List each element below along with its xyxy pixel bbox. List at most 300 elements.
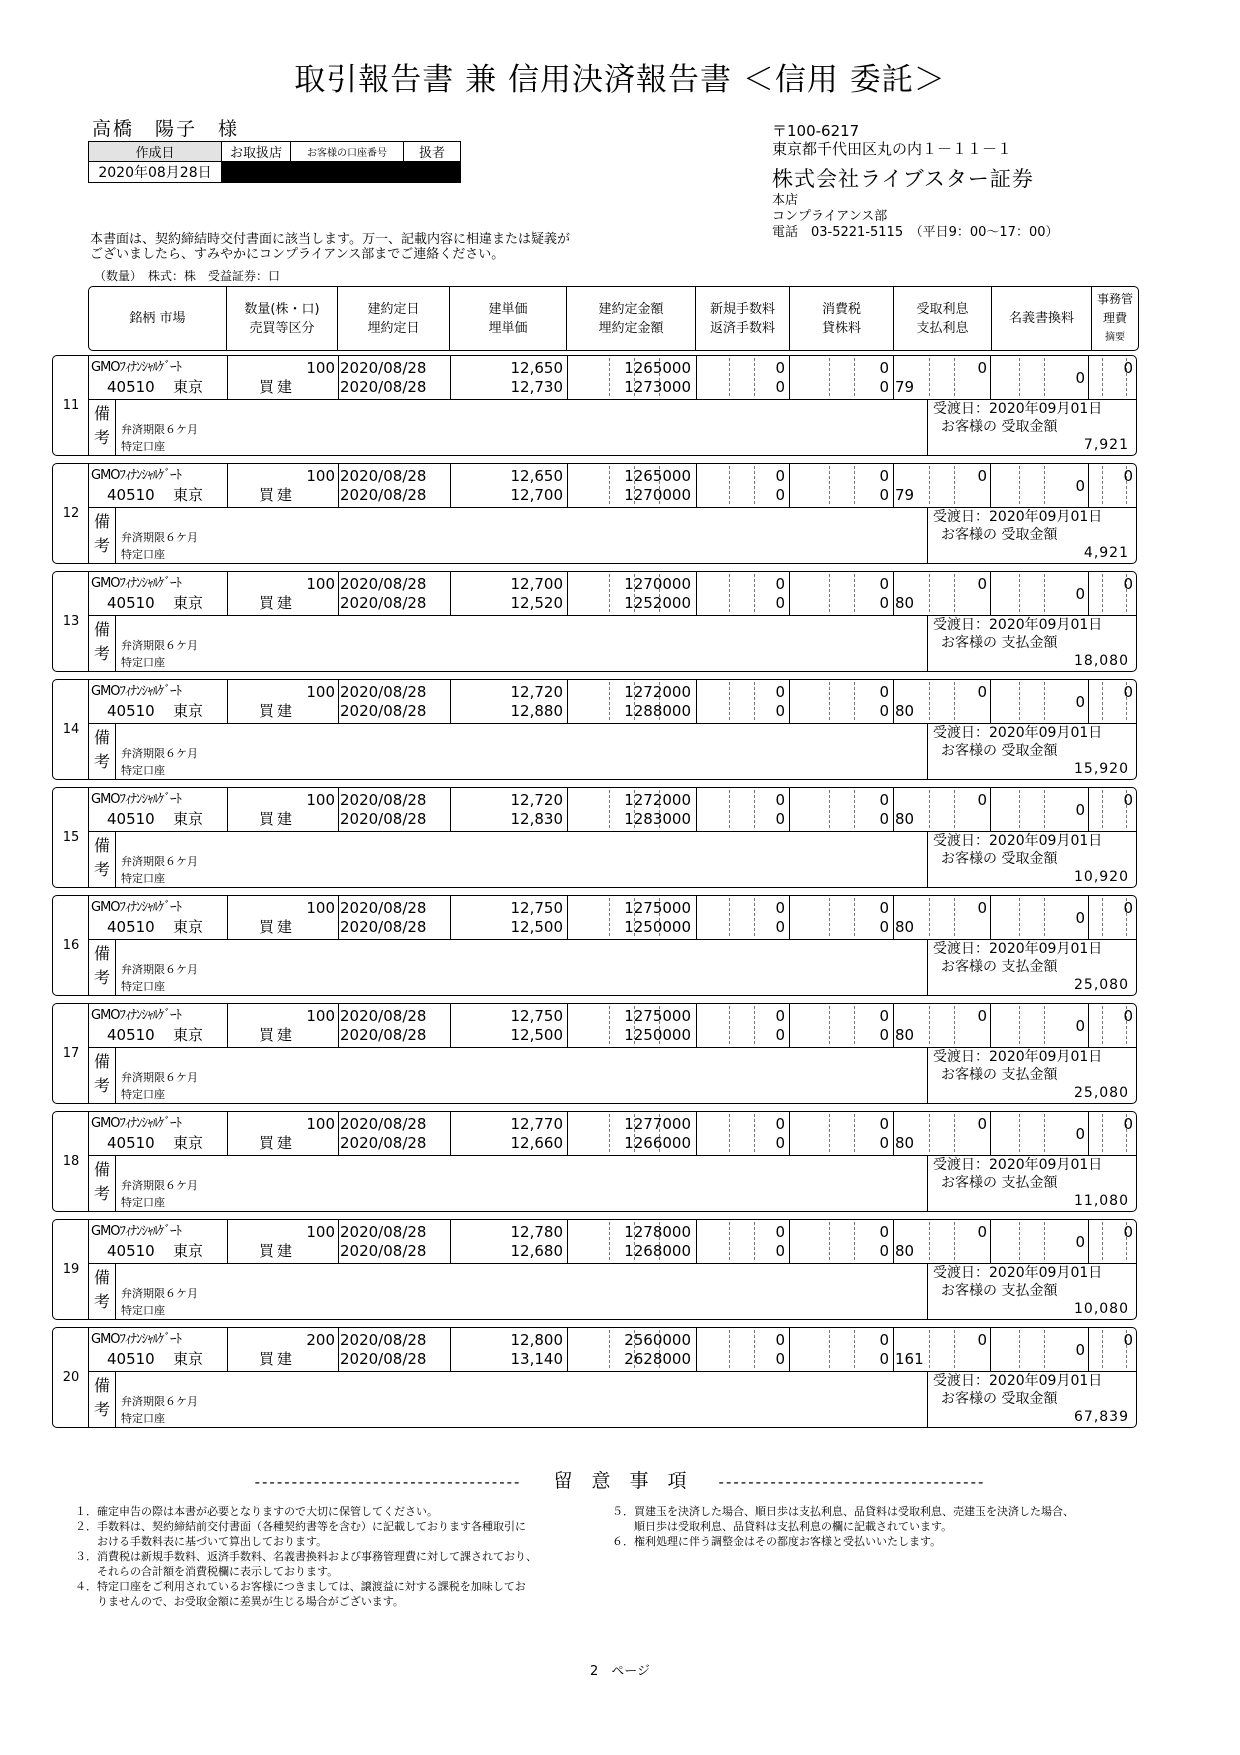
interest-paid: 79 [895,486,915,504]
column-divider [893,1220,894,1263]
open-date: 2020/08/28 [340,467,427,485]
footer-title: 留 意 事 項 [553,1470,687,1492]
close-amount: 1288000 [624,702,691,720]
close-date: 2020/08/28 [340,702,427,720]
remark-repayment-term: 弁済期限６ケ月 [121,1395,198,1408]
close-date: 2020/08/28 [340,1134,427,1152]
remark-account-type: 特定口座 [121,1412,165,1425]
consumption-tax: 0 [879,359,889,377]
column-divider [696,356,697,399]
column-divider [990,1220,991,1263]
open-amount: 1265000 [624,467,691,485]
column-divider [1088,896,1089,939]
col-header-amount: 建約定金額 埋約定金額 [567,287,696,350]
section-divider [89,1371,1136,1372]
column-divider [227,1112,228,1155]
column-divider [227,1004,228,1047]
settlement-date: 受渡日：2020年09月01日 [933,617,1103,633]
security-code: 40510 [107,378,155,396]
remark-account-type: 特定口座 [121,1304,165,1317]
settlement-date: 受渡日：2020年09月01日 [933,1373,1103,1389]
new-fee: 0 [775,1007,785,1025]
close-fee: 0 [775,918,785,936]
close-fee: 0 [775,810,785,828]
remarks-divider [115,939,116,995]
company-contact [772,193,1059,241]
new-fee: 0 [775,575,785,593]
consumption-tax: 0 [879,575,889,593]
settlement-label: お客様の 受取金額 [941,419,1058,435]
close-price: 12,520 [510,594,563,612]
interest-paid: 161 [895,1350,924,1368]
quantity: 100 [306,1223,335,1241]
interest-received: 0 [977,683,987,701]
column-divider [338,1112,339,1155]
close-amount: 1270000 [624,486,691,504]
column-divider [990,1112,991,1155]
branch-name: 本店 [772,193,799,208]
trade-type: 買建 [259,918,296,936]
close-price: 12,500 [510,918,563,936]
name-transfer-fee: 0 [1075,585,1085,603]
new-fee: 0 [775,1115,785,1133]
market: 東京 [173,1026,204,1044]
open-amount: 1275000 [624,1007,691,1025]
record-number: 15 [52,787,89,888]
column-divider [789,1220,790,1263]
column-divider [990,1328,991,1371]
settlement-label: お客様の 支払金額 [941,635,1058,651]
column-divider [696,1112,697,1155]
interest-received: 0 [977,1007,987,1025]
close-fee: 0 [775,378,785,396]
record-14 [52,679,1137,780]
settlement-amount: 25,080 [1074,977,1129,993]
remarks-label: 備 考 [93,1376,110,1419]
section-divider [89,723,1136,724]
page-title: 取引報告書 兼 信用決済報告書 ＜信用 委託＞ [294,62,946,98]
section-divider [89,507,1136,508]
admin-fee: 0 [1123,575,1133,593]
close-date: 2020/08/28 [340,486,427,504]
record-number: 19 [52,1219,89,1320]
col-header-qty: 数量(株・口) 売買等区分 [227,287,338,350]
interest-received: 0 [977,1331,987,1349]
column-divider [893,896,894,939]
column-divider [893,1112,894,1155]
security-name: GMOﾌｨﾅﾝｼｬﾙｹﾞｰﾄ [91,684,182,699]
security-name: GMOﾌｨﾅﾝｼｬﾙｹﾞｰﾄ [91,576,182,591]
settlement-amount: 4,921 [1083,545,1129,561]
settle-divider [927,1263,928,1319]
open-price: 12,750 [510,899,563,917]
consumption-tax: 0 [879,899,889,917]
security-code: 40510 [107,1242,155,1260]
column-divider [227,788,228,831]
quantity: 100 [306,467,335,485]
consumption-tax: 0 [879,1115,889,1133]
open-price: 12,700 [510,575,563,593]
settlement-label: お客様の 受取金額 [941,743,1058,759]
new-fee: 0 [775,1331,785,1349]
record-body [88,1003,1137,1104]
consumption-tax: 0 [879,1331,889,1349]
market: 東京 [173,1134,204,1152]
remarks-label: 備 考 [93,404,110,447]
close-price: 12,680 [510,1242,563,1260]
interest-paid: 80 [895,810,915,828]
settlement-label: お客様の 受取金額 [941,527,1058,543]
settle-divider [927,1155,928,1211]
open-date: 2020/08/28 [340,791,427,809]
security-name: GMOﾌｨﾅﾝｼｬﾙｹﾞｰﾄ [91,900,182,915]
open-date: 2020/08/28 [340,1223,427,1241]
market: 東京 [173,594,204,612]
footer-note: ６．権利処理に伴う調整金はその都度お客様と受払いいたします。 [612,1535,942,1548]
column-divider [696,1004,697,1047]
column-divider [789,572,790,615]
remarks-divider [115,1263,116,1319]
interest-received: 0 [977,359,987,377]
quantity: 100 [306,683,335,701]
settlement-amount: 10,920 [1074,869,1129,885]
admin-fee: 0 [1123,1223,1133,1241]
column-divider [227,680,228,723]
phone-number: 電話 03-5221-5115 （平日9：00～17：00） [772,225,1059,240]
open-amount: 1275000 [624,899,691,917]
column-divider [567,1112,568,1155]
settlement-amount: 67,839 [1074,1409,1129,1425]
security-code: 40510 [107,918,155,936]
settle-divider [927,507,928,563]
consumption-tax: 0 [879,683,889,701]
open-price: 12,800 [510,1331,563,1349]
column-divider [338,1004,339,1047]
column-divider [338,788,339,831]
settlement-label: お客様の 受取金額 [941,1391,1058,1407]
open-date: 2020/08/28 [340,899,427,917]
column-divider [696,680,697,723]
column-divider [990,896,991,939]
col-header-name: 銘柄 市場 [89,287,227,350]
close-price: 12,730 [510,378,563,396]
close-date: 2020/08/28 [340,918,427,936]
footer-note: １．確定申告の際は本書が必要となりますので大切に保管してください。 [75,1505,438,1518]
market: 東京 [173,702,204,720]
settlement-label: お客様の 支払金額 [941,1067,1058,1083]
settlement-date: 受渡日：2020年09月01日 [933,941,1103,957]
created-date-value: 2020年08月28日 [89,162,222,183]
column-divider [338,356,339,399]
remarks-label: 備 考 [93,944,110,987]
security-name: GMOﾌｨﾅﾝｼｬﾙｹﾞｰﾄ [91,468,182,483]
column-divider [338,896,339,939]
column-divider [893,464,894,507]
security-name: GMOﾌｨﾅﾝｼｬﾙｹﾞｰﾄ [91,792,182,807]
consumption-tax: 0 [879,467,889,485]
remark-repayment-term: 弁済期限６ケ月 [121,1287,198,1300]
column-divider [893,356,894,399]
column-divider [696,788,697,831]
remark-account-type: 特定口座 [121,1196,165,1209]
consumption-tax: 0 [879,1007,889,1025]
record-16 [52,895,1137,996]
column-divider [450,896,451,939]
column-divider [990,788,991,831]
close-date: 2020/08/28 [340,594,427,612]
col-header-admin: 事務管理費 摘要 [1096,292,1133,343]
column-divider [567,896,568,939]
column-divider [789,1112,790,1155]
column-divider [990,356,991,399]
market: 東京 [173,486,204,504]
column-divider [227,572,228,615]
record-body [88,463,1137,564]
name-transfer-fee: 0 [1075,477,1085,495]
column-divider [696,572,697,615]
company-name: 株式会社ライブスター証券 [772,167,1034,191]
notice-text [90,232,570,262]
notice-line: ございましたら、すみやかにコンプライアンス部までご連絡ください。 [90,247,505,262]
column-divider [450,680,451,723]
remarks-label: 備 考 [93,1268,110,1311]
close-fee: 0 [775,702,785,720]
open-price: 12,720 [510,791,563,809]
market: 東京 [173,1242,204,1260]
section-divider [89,1155,1136,1156]
lending-fee: 0 [879,810,889,828]
remarks-divider [115,615,116,671]
interest-paid: 79 [895,378,915,396]
settlement-amount: 15,920 [1074,761,1129,777]
admin-fee: 0 [1123,791,1133,809]
footer-note: おける手数料表に基づいて算出しております。 [75,1535,328,1548]
customer-name: 高橋 陽子 様 [92,118,240,140]
quantity: 100 [306,359,335,377]
close-price: 13,140 [510,1350,563,1368]
interest-received: 0 [977,1223,987,1241]
settlement-date: 受渡日：2020年09月01日 [933,1049,1103,1065]
column-divider [227,356,228,399]
column-divider [789,1328,790,1371]
column-divider [1088,464,1089,507]
remark-repayment-term: 弁済期限６ケ月 [121,1071,198,1084]
close-price: 12,660 [510,1134,563,1152]
quantity: 100 [306,575,335,593]
column-divider [789,788,790,831]
account-number-label: お客様の口座番号 [291,142,404,162]
remarks-divider [115,399,116,455]
remark-repayment-term: 弁済期限６ケ月 [121,747,198,760]
lending-fee: 0 [879,594,889,612]
interest-received: 0 [977,575,987,593]
close-amount: 1283000 [624,810,691,828]
security-code: 40510 [107,1134,155,1152]
security-name: GMOﾌｨﾅﾝｼｬﾙｹﾞｰﾄ [91,1008,182,1023]
column-divider [338,464,339,507]
close-amount: 1268000 [624,1242,691,1260]
open-amount: 1272000 [624,683,691,701]
settle-divider [927,399,928,455]
trade-type: 買建 [259,1026,296,1044]
column-divider [1088,1328,1089,1371]
remark-account-type: 特定口座 [121,1088,165,1101]
remark-account-type: 特定口座 [121,440,165,453]
new-fee: 0 [775,467,785,485]
settle-divider [927,939,928,995]
lending-fee: 0 [879,486,889,504]
trade-type: 買建 [259,378,296,396]
trade-type: 買建 [259,1242,296,1260]
column-divider [990,464,991,507]
column-divider [567,1328,568,1371]
column-divider [450,1328,451,1371]
column-divider [1088,572,1089,615]
column-divider [567,680,568,723]
footer-note: それらの合計額を消費税欄に表示しております。 [75,1565,339,1578]
open-date: 2020/08/28 [340,575,427,593]
close-fee: 0 [775,594,785,612]
footer-notes-left [75,1504,537,1609]
settlement-date: 受渡日：2020年09月01日 [933,833,1103,849]
name-transfer-fee: 0 [1075,801,1085,819]
admin-fee: 0 [1123,1115,1133,1133]
department-name: コンプライアンス部 [772,209,888,224]
column-divider [450,1004,451,1047]
record-number: 13 [52,571,89,672]
column-divider [567,572,568,615]
remark-repayment-term: 弁済期限６ケ月 [121,531,198,544]
column-divider [338,1328,339,1371]
name-transfer-fee: 0 [1075,1233,1085,1251]
interest-paid: 80 [895,702,915,720]
name-transfer-fee: 0 [1075,909,1085,927]
company-address-block [772,122,1012,158]
settle-divider [927,831,928,887]
created-date-label: 作成日 [89,142,222,162]
security-name: GMOﾌｨﾅﾝｼｬﾙｹﾞｰﾄ [91,1224,182,1239]
column-divider [696,896,697,939]
column-divider [893,1004,894,1047]
open-date: 2020/08/28 [340,1115,427,1133]
market: 東京 [173,810,204,828]
record-15 [52,787,1137,888]
close-fee: 0 [775,1242,785,1260]
new-fee: 0 [775,1223,785,1241]
settlement-amount: 11,080 [1074,1193,1129,1209]
security-name: GMOﾌｨﾅﾝｼｬﾙｹﾞｰﾄ [91,360,182,375]
footer-notes-right [612,1504,1074,1549]
column-divider [696,1220,697,1263]
close-fee: 0 [775,1134,785,1152]
column-divider [1088,356,1089,399]
security-name: GMOﾌｨﾅﾝｼｬﾙｹﾞｰﾄ [91,1116,182,1131]
column-divider [696,464,697,507]
record-body [88,787,1137,888]
column-divider [227,1328,228,1371]
company-address: 東京都千代田区丸の内１－１１－１ [772,140,1013,158]
interest-paid: 80 [895,1242,915,1260]
remark-account-type: 特定口座 [121,980,165,993]
close-price: 12,700 [510,486,563,504]
settlement-amount: 10,080 [1074,1301,1129,1317]
column-divider [893,680,894,723]
column-divider [450,464,451,507]
open-date: 2020/08/28 [340,683,427,701]
quantity: 200 [306,1331,335,1349]
settlement-amount: 18,080 [1074,653,1129,669]
trade-type: 買建 [259,702,296,720]
trade-type: 買建 [259,594,296,612]
open-price: 12,770 [510,1115,563,1133]
trade-type: 買建 [259,1350,296,1368]
column-divider [567,1004,568,1047]
market: 東京 [173,1350,204,1368]
postal-code: 〒100-6217 [772,122,860,140]
open-amount: 1278000 [624,1223,691,1241]
security-code: 40510 [107,1350,155,1368]
record-number: 17 [52,1003,89,1104]
record-body [88,1219,1137,1320]
lending-fee: 0 [879,918,889,936]
col-header-fee: 新規手数料 返済手数料 [696,287,790,350]
close-date: 2020/08/28 [340,1242,427,1260]
quantity: 100 [306,1115,335,1133]
close-amount: 1266000 [624,1134,691,1152]
column-divider [338,680,339,723]
column-divider [450,788,451,831]
footer-note: 順日歩は受取利息、品貸料は支払利息の欄に記載されています。 [612,1520,953,1533]
remarks-label: 備 考 [93,836,110,879]
interest-received: 0 [977,1115,987,1133]
remarks-label: 備 考 [93,1160,110,1203]
close-price: 12,500 [510,1026,563,1044]
record-20 [52,1327,1137,1428]
column-divider [338,572,339,615]
col-header-date: 建約定日 埋約定日 [338,287,450,350]
section-divider [89,615,1136,616]
col-header-price: 建単価 埋単価 [450,287,567,350]
admin-fee: 0 [1123,1331,1133,1349]
column-divider [789,356,790,399]
header-info-table [88,141,461,183]
quantity-label: （数量） 株式：株 受益証券：口 [94,269,281,283]
interest-received: 0 [977,899,987,917]
new-fee: 0 [775,899,785,917]
security-code: 40510 [107,702,155,720]
footer-note: ４．特定口座をご利用されているお客様につきましては、譲渡益に対する課税を加味してお [75,1580,526,1593]
column-divider [567,464,568,507]
remarks-label: 備 考 [93,512,110,555]
remarks-divider [115,1155,116,1211]
column-divider [227,896,228,939]
column-divider [789,896,790,939]
new-fee: 0 [775,683,785,701]
settle-divider [927,1371,928,1427]
close-fee: 0 [775,1026,785,1044]
settle-divider [927,1047,928,1103]
interest-received: 0 [977,467,987,485]
footer-heading [0,1466,1240,1493]
notice-line: 本書面は、契約締結時交付書面に該当します。万一、記載内容に相違または疑義が [90,232,570,247]
footer-note: ３．消費税は新規手数料、返済手数料、名義書換料および事務管理費に対して課されており、 [75,1550,537,1563]
column-divider [696,1328,697,1371]
column-divider [1088,1112,1089,1155]
section-divider [89,939,1136,940]
column-divider [789,1004,790,1047]
close-amount: 1273000 [624,378,691,396]
remark-account-type: 特定口座 [121,656,165,669]
